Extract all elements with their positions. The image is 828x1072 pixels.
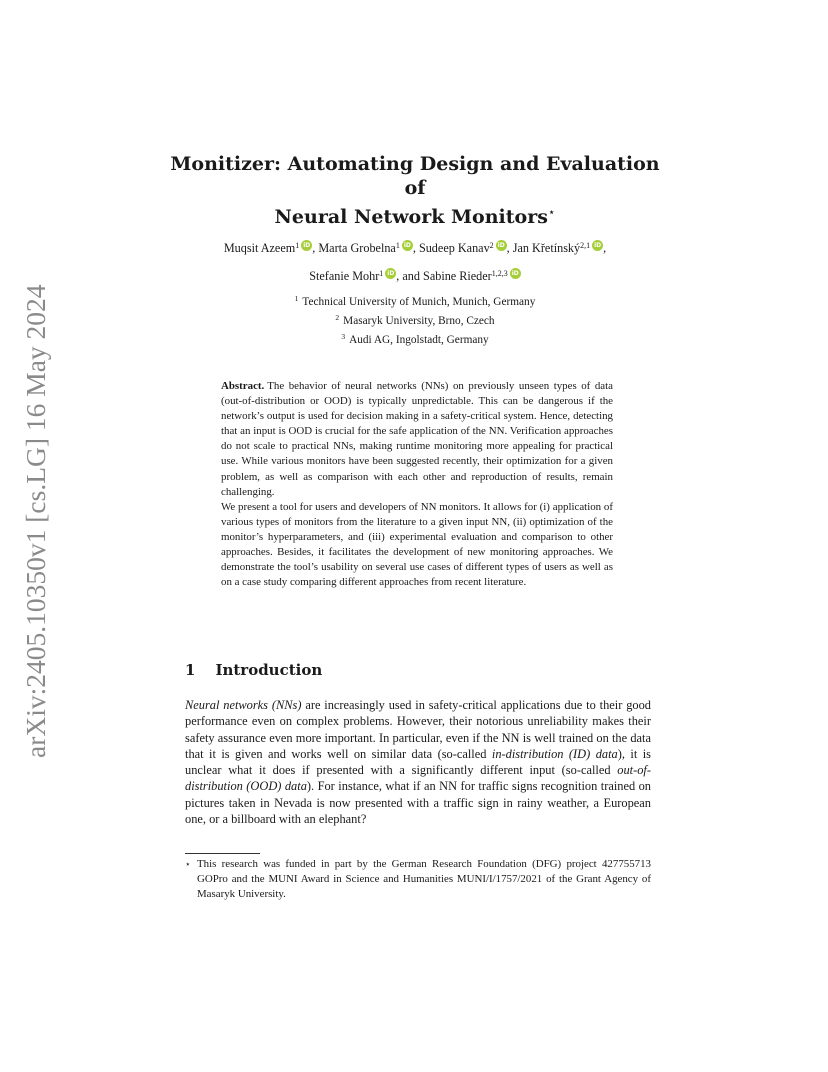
emphasis-term: out-of-distribution (OOD) data bbox=[185, 763, 651, 794]
abstract-paragraph-1 bbox=[221, 379, 613, 500]
author-name: and Sabine Rieder bbox=[402, 269, 492, 283]
affiliation-text: Masaryk University, Brno, Czech bbox=[343, 315, 495, 327]
body-text-run: ). For instance, what if an NN for traffic signs recognition trained on pictures taken in Nevada is now presented with a traffic sign in rainy weather, a European one, or a billboard with an elephant? bbox=[185, 779, 652, 826]
abstract-paragraph-2: We present a tool for users and developers of NN monitors. It allows for (i) application of various types of monitors from the literature to a given input NN, (ii) optimization of the monitor’s hyperparameters, and (iii) experimental evaluation and comparison to other approaches. Besides, it facilitates the development of new monitoring approaches. We demonstrate the tool’s usability on several use cases of different types of users as well as on a case study comparing different approaches from recent literature. bbox=[221, 500, 613, 589]
introduction-body bbox=[185, 697, 651, 827]
paper-title bbox=[170, 152, 660, 229]
author-affiliation-index: 2 bbox=[489, 241, 494, 250]
author-name: Muqsit Azeem bbox=[223, 241, 296, 255]
affiliation bbox=[170, 310, 660, 329]
orcid-icon[interactable]: iD bbox=[511, 270, 519, 277]
affiliation bbox=[170, 291, 660, 310]
title-line-1: Monitizer: Automating Design and Evaluation of bbox=[170, 153, 660, 199]
abstract bbox=[221, 379, 613, 590]
author-affiliation-index: 1 bbox=[379, 269, 384, 278]
orcid-icon[interactable]: iD bbox=[303, 242, 311, 249]
footnote-mark: ⋆ bbox=[185, 859, 191, 869]
footnote bbox=[185, 857, 651, 902]
affiliation-text: Technical University of Munich, Munich, Germany bbox=[302, 296, 536, 308]
title-footnote-mark: ⋆ bbox=[547, 205, 556, 219]
emphasis-term: in-distribution (ID) data bbox=[491, 746, 618, 761]
affiliation-number: 1 bbox=[294, 294, 299, 303]
author-name: Marta Grobelna bbox=[318, 241, 396, 255]
section-title: Introduction bbox=[215, 661, 323, 679]
body-text-run: are increasingly used in safety-critical applications due to their good performance even on complex problems. However, their notorious unreliability makes their safety assurance even more important. In particular, even if the NN is well trained on the data that it is given and works well on similar data (so-called bbox=[185, 698, 651, 761]
author-affiliation-index: 2,1 bbox=[580, 241, 591, 250]
affiliation-number: 3 bbox=[341, 332, 346, 341]
affiliation bbox=[170, 329, 660, 348]
author-list bbox=[170, 233, 660, 289]
abstract-text-1: The behavior of neural networks (NNs) on previously unseen types of data (out-of-distribution or OOD) is typically unpredictable. This can be dangerous if the network’s output is used for decision making in a safety-critical system. Hence, detecting that an input is OOD is crucial for the safe application of the NN. Verification approaches do not scale to practical NNs, making runtime monitoring more appealing for practical use. While various monitors have been suggested recently, their optimization for a given problem, as well as comparison with each other and reproduction of results, remain challenging. bbox=[221, 380, 613, 498]
title-line-2 bbox=[170, 200, 660, 229]
author-affiliation-index: 1,2,3 bbox=[491, 269, 508, 278]
author-affiliation-index: 1 bbox=[295, 241, 300, 250]
author-affiliation-index: 1 bbox=[395, 241, 400, 250]
section-heading-introduction bbox=[185, 661, 322, 679]
author-name: Jan Křetínský bbox=[512, 241, 581, 255]
orcid-icon[interactable]: iD bbox=[594, 242, 602, 249]
author-name: Sudeep Kanav bbox=[418, 241, 490, 255]
title-line-2-text: Neural Network Monitors bbox=[274, 206, 548, 228]
emphasis-term: Neural networks (NNs) bbox=[185, 698, 302, 712]
author-name: Stefanie Mohr bbox=[309, 269, 380, 283]
affiliation-text: Audi AG, Ingolstadt, Germany bbox=[349, 334, 489, 346]
orcid-icon[interactable]: iD bbox=[387, 270, 395, 277]
footnote-divider bbox=[185, 853, 260, 854]
abstract-label: Abstract. bbox=[221, 380, 265, 392]
section-number: 1 bbox=[185, 661, 196, 679]
orcid-icon[interactable]: iD bbox=[403, 242, 411, 249]
affiliation-number: 2 bbox=[335, 313, 340, 322]
footnote-text: This research was funded in part by the German Research Foundation (DFG) project 427755713 GOPro and the MUNI Award in Science and Humanities MUNI/I/1757/2021 of the Grant Agency of Masaryk University. bbox=[197, 858, 651, 900]
affiliation-list bbox=[170, 291, 660, 348]
body-text-run: ), it is unclear what it does if presented with a significantly different input (so-called bbox=[185, 746, 651, 777]
author-line-2: Stefanie Mohr$^1$ iD , and Sabine Rieder$^{1,2,3}$ iD bbox=[309, 269, 519, 283]
introduction-paragraph bbox=[185, 697, 651, 827]
orcid-icon[interactable]: iD bbox=[497, 242, 505, 249]
arxiv-identifier: arXiv:2405.10350v1 [cs.LG] 16 May 2024 bbox=[20, 284, 51, 758]
author-line-1: Muqsit Azeem$^1$ iD , Marta Grobelna$^1$ iD , Sudeep Kanav$^2$ iD , Jan Křetínský$^{2,1}$ iD , bbox=[223, 241, 607, 255]
